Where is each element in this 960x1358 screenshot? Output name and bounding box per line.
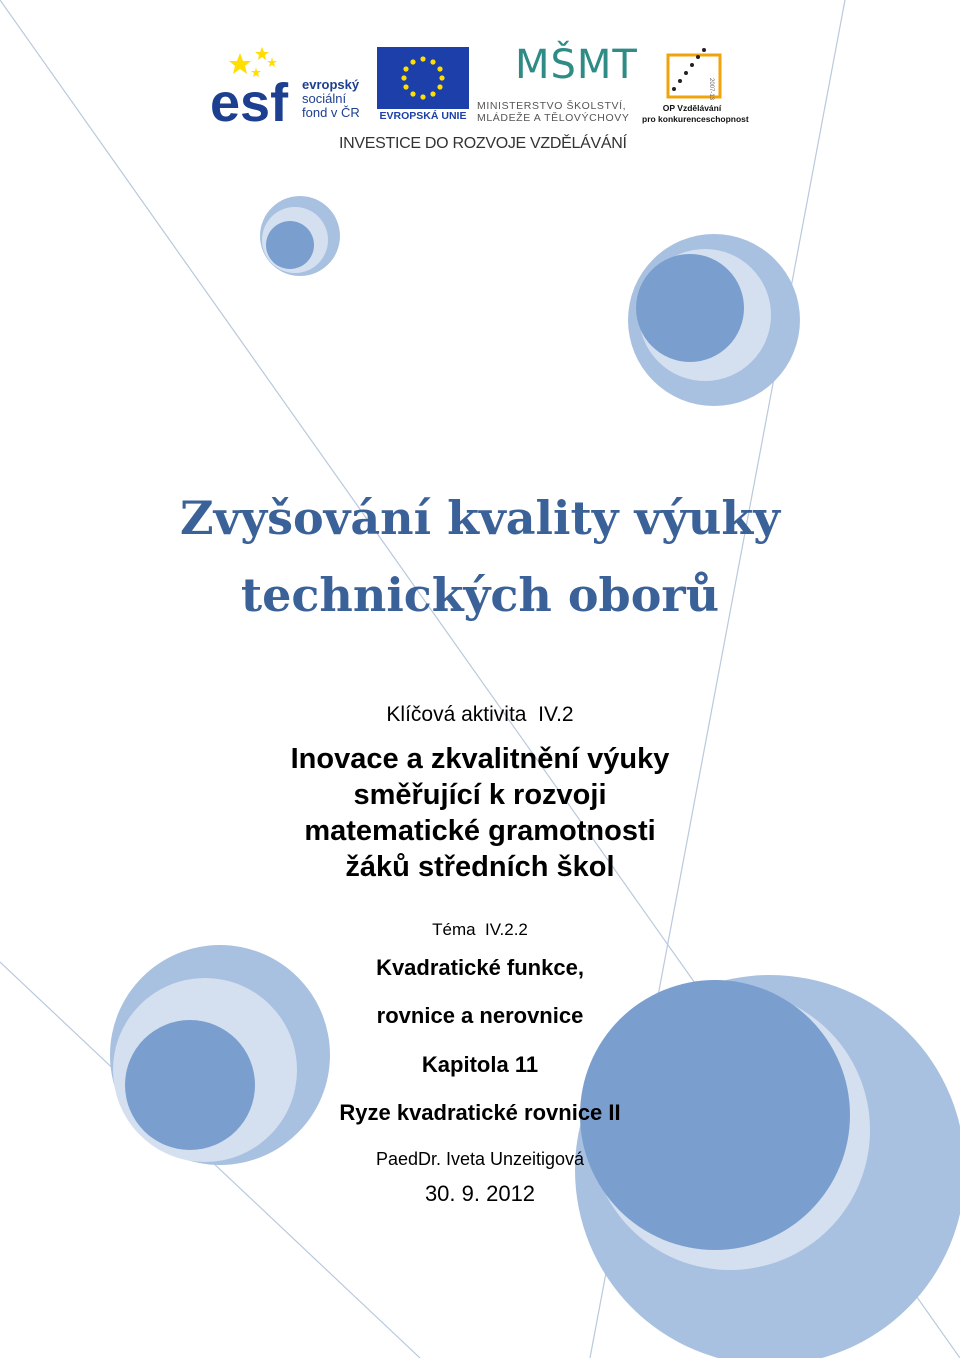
logo-strip xyxy=(0,0,960,160)
circle-left-inner xyxy=(125,1020,255,1150)
op-line2: pro konkurenceschopnost xyxy=(642,114,749,124)
logo-slogan: INVESTICE DO ROZVOJE VZDĚLÁVÁNÍ xyxy=(339,135,627,152)
key-activity: Klíčová aktivita IV.2 xyxy=(386,703,574,726)
chapter-title: Ryze kvadratické rovnice II xyxy=(339,1100,621,1125)
innovation-line3: matematické gramotnosti xyxy=(304,815,656,847)
op-text xyxy=(642,103,749,125)
innovation-line4: žáků středních škol xyxy=(345,851,615,883)
chapter-label: Kapitola 11 xyxy=(421,1052,539,1077)
msmt-text xyxy=(477,100,629,124)
circle-medium-inner xyxy=(636,254,744,362)
topic-label: Téma IV.2.2 xyxy=(432,920,528,939)
main-title xyxy=(0,491,960,545)
title-line1: Zvyšování kvality výuky xyxy=(180,491,780,545)
esf-mark: esf xyxy=(210,73,289,125)
msmt-line1: MINISTERSTVO ŠKOLSTVÍ, xyxy=(477,100,627,112)
op-line1: OP Vzdělávání xyxy=(662,103,722,113)
eu-flag-icon xyxy=(377,47,469,109)
op-logo-icon xyxy=(662,45,726,101)
circle-small-inner xyxy=(266,221,314,269)
esf-line3: fond v ČR xyxy=(302,105,360,120)
document-date: 30. 9. 2012 xyxy=(424,1181,536,1206)
subject-line1: Kvadratické funkce, xyxy=(376,955,584,980)
innovation-line2: směřující k rozvoji xyxy=(353,779,607,811)
esf-line1: evropský xyxy=(302,77,360,92)
eu-caption: EVROPSKÁ UNIE xyxy=(379,110,467,122)
msmt-mark: MŠMT xyxy=(515,42,638,88)
innovation-line1: Inovace a zkvalitnění výuky xyxy=(290,743,670,775)
msmt-line2: MLÁDEŽE A TĚLOVÝCHOVY xyxy=(477,112,630,124)
esf-line2: sociální xyxy=(302,91,347,106)
title-line2: technických oborů xyxy=(240,568,720,622)
innovation-heading xyxy=(0,741,960,885)
esf-text xyxy=(302,78,360,120)
subject-line2: rovnice a nerovnice xyxy=(376,1003,584,1028)
op-side-label: 2007-13 xyxy=(708,78,714,101)
main-title-line2 xyxy=(0,568,960,622)
author-name: PaedDr. Iveta Unzeitigová xyxy=(375,1149,585,1169)
